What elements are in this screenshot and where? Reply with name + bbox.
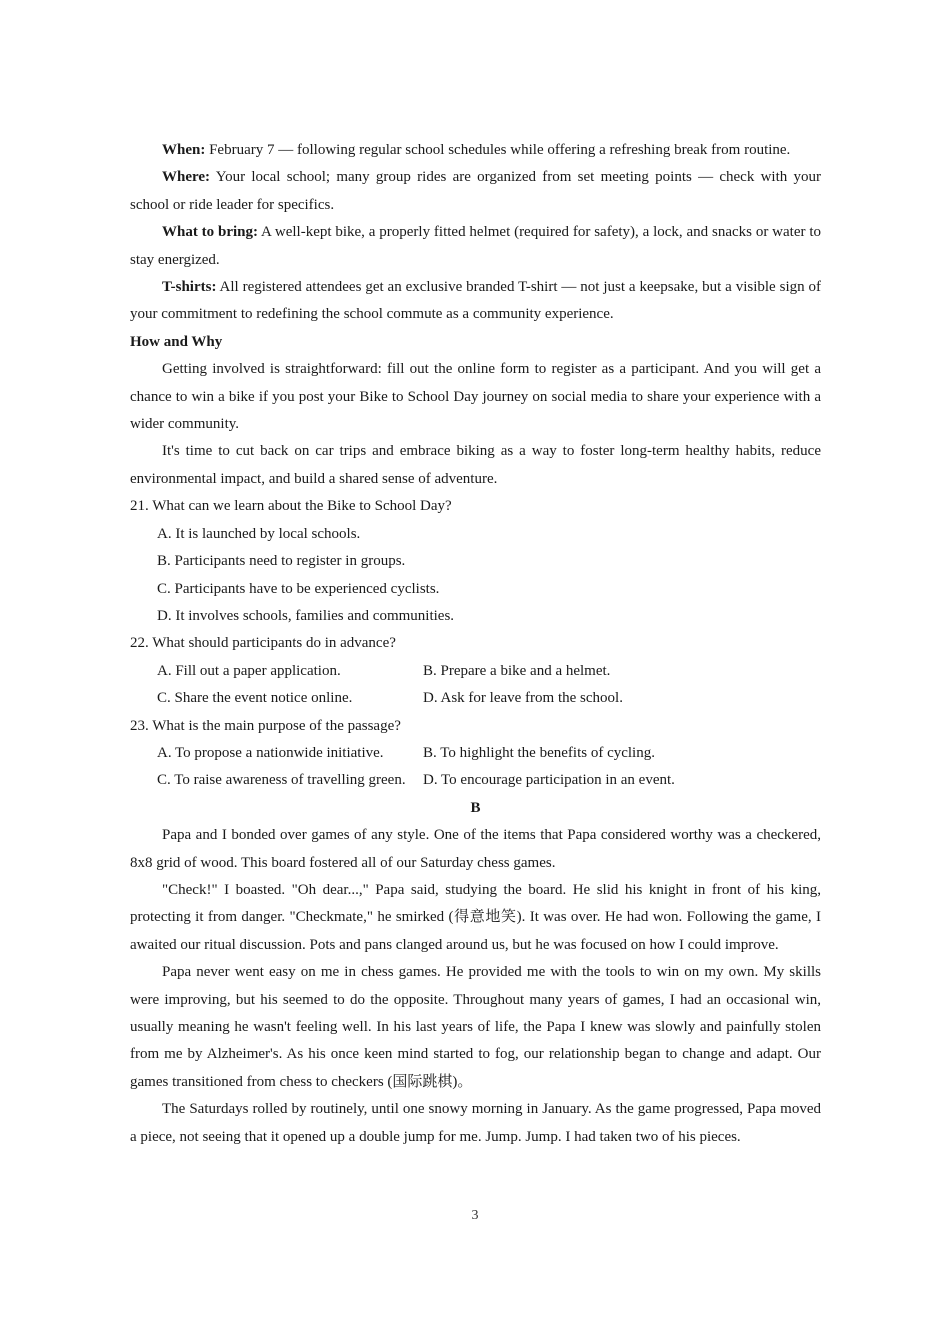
bring-label: What to bring: xyxy=(162,224,259,241)
bring-line xyxy=(130,219,821,274)
option-22-a: A. Fill out a paper application. xyxy=(157,662,341,679)
option-21-c: C. Participants have to be experienced cyclists. xyxy=(157,580,440,597)
question-21-stem: 21. What can we learn about the Bike to School Day? xyxy=(130,498,452,515)
option-22-b: B. Prepare a bike and a helmet. xyxy=(423,662,611,679)
section-heading: How and Why xyxy=(130,333,223,350)
option-22-d: D. Ask for leave from the school. xyxy=(423,690,623,707)
question-22-stem: 22. What should participants do in advance? xyxy=(130,635,396,652)
question-23-stem: 23. What is the main purpose of the passage? xyxy=(130,717,401,734)
paragraph: Getting involved is straightforward: fill out the online form to register as a participant. And you will get a chance to win a bike if you post your Bike to School Day journey on social media to share your experience with a wider community. xyxy=(130,361,821,433)
when-line xyxy=(130,137,821,164)
option-23-c: C. To raise awareness of travelling green. xyxy=(157,772,406,789)
options-row xyxy=(130,767,821,794)
tshirt-label: T-shirts: xyxy=(162,279,217,296)
paragraph: Papa never went easy on me in chess games. He provided me with the tools to win on my own. My skills were improving, but his seemed to do the opposite. Throughout many years of games, I had an occasional win, usually meaning he wasn't feeling well. In his last years of life, the Papa I knew was slowly and painfully stolen from me by Alzheimer's. As his once keen mind started to fog, our relationship began to change and adapt. Our games transitioned from chess to checkers (国际跳棋)。 xyxy=(130,964,821,1090)
option-22-c: C. Share the event notice online. xyxy=(157,690,353,707)
option-21-b: B. Participants need to register in groups. xyxy=(157,553,406,570)
passage-b-title: B xyxy=(470,799,481,816)
when-text: February 7 — following regular school schedules while offering a refreshing break from routine. xyxy=(205,142,791,158)
tshirt-line xyxy=(130,274,821,329)
when-label: When: xyxy=(162,142,206,158)
paragraph: Papa and I bonded over games of any style. One of the items that Papa considered worthy was a checkered, 8x8 grid of wood. This board fostered all of our Saturday chess games. xyxy=(130,827,821,871)
paragraph: "Check!" I boasted. "Oh dear...," Papa said, studying the board. He slid his knight in front of his king, protecting it from danger. "Checkmate," he smirked (得意地笑). It was over. He had won. Following the game, I awaited our ritual discussion. Pots and pans clanged around us, but he was focused on how I could improve. xyxy=(130,881,821,953)
options-row xyxy=(130,658,821,685)
option-23-b: B. To highlight the benefits of cycling. xyxy=(423,744,655,761)
options-row xyxy=(130,740,821,767)
where-text: Your local school; many group rides are organized from set meeting points — check with your school or ride leader for specifics. xyxy=(130,169,821,213)
bring-text: A well-kept bike, a properly fitted helmet (required for safety), a lock, and snacks or water to stay energized. xyxy=(130,224,821,268)
page-content xyxy=(130,137,821,1151)
tshirt-text: All registered attendees get an exclusive branded T-shirt — not just a keepsake, but a visible sign of your commitment to redefining the school commute as a community experience. xyxy=(130,279,821,323)
option-21-a: A. It is launched by local schools. xyxy=(157,525,361,542)
paragraph: It's time to cut back on car trips and embrace biking as a way to foster long-term healthy habits, reduce environmental impact, and build a shared sense of adventure. xyxy=(130,443,821,487)
where-label: Where: xyxy=(162,169,211,186)
option-23-d: D. To encourage participation in an event. xyxy=(423,772,675,789)
option-21-d: D. It involves schools, families and communities. xyxy=(157,607,455,624)
paragraph: The Saturdays rolled by routinely, until one snowy morning in January. As the game progressed, Papa moved a piece, not seeing that it opened up a double jump for me. Jump. Jump. I had taken two of his pieces. xyxy=(130,1101,821,1145)
options-row xyxy=(130,685,821,712)
where-line xyxy=(130,164,821,219)
option-23-a: A. To propose a nationwide initiative. xyxy=(157,744,384,761)
page-number: 3 xyxy=(471,1208,479,1223)
